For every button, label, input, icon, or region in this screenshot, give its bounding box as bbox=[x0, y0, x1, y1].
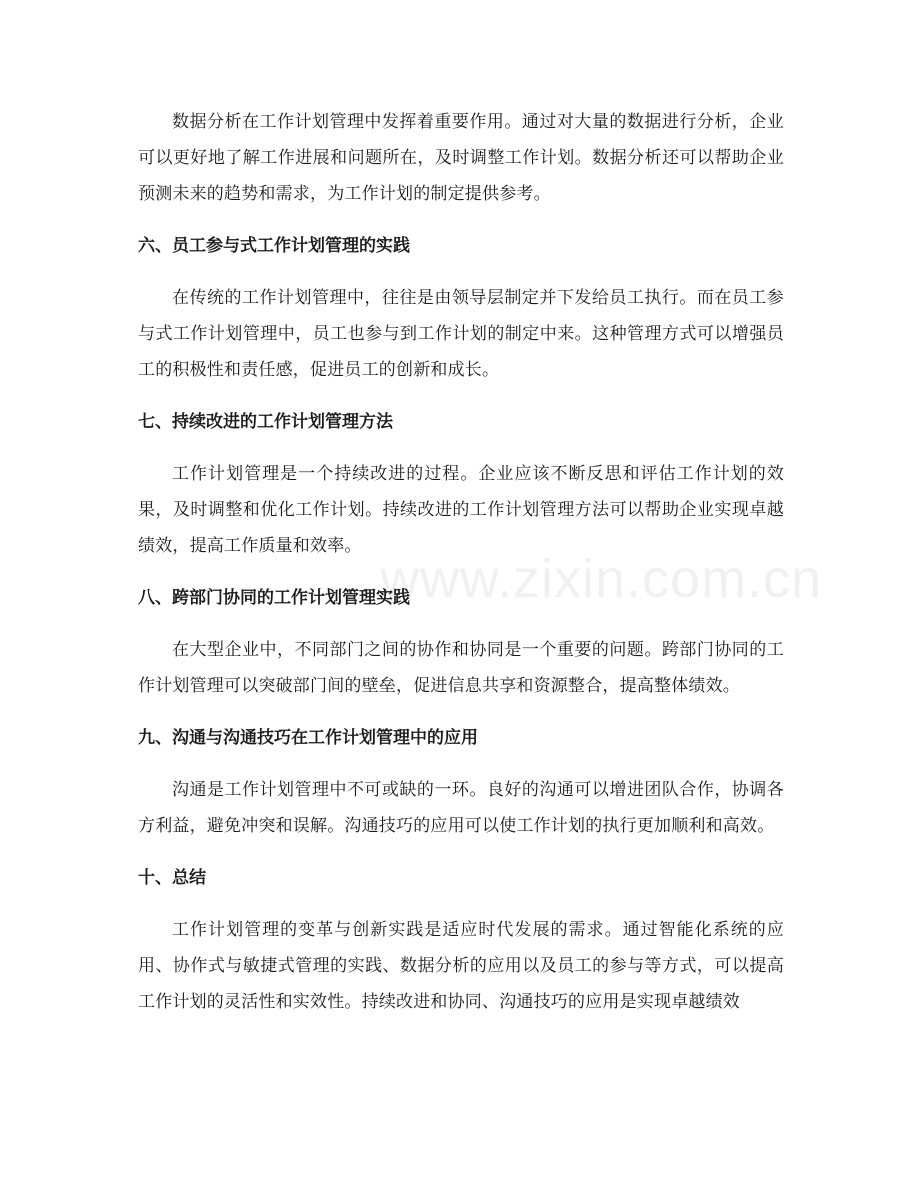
watermark: www.zixin.com.cn bbox=[380, 549, 823, 609]
paragraph-section-10: 工作计划管理的变革与创新实践是适应时代发展的需求。通过智能化系统的应用、协作式与敏捷式管理的实践、数据分析的应用以及员工的参与等方式，可以提高工作计划的灵活性和实效性。持续改进和协同、沟通技巧的应用是实现卓越绩效 bbox=[138, 920, 784, 1012]
heading-section-7: 七、持续改进的工作计划管理方法 bbox=[138, 412, 393, 432]
paragraph-section-7: 工作计划管理是一个持续改进的过程。企业应该不断反思和评估工作计划的效果，及时调整和优化工作计划。持续改进的工作计划管理方法可以帮助企业实现卓越绩效，提高工作质量和效率。 bbox=[138, 464, 784, 556]
heading-section-9: 九、沟通与沟通技巧在工作计划管理中的应用 bbox=[138, 728, 478, 748]
paragraph-section-6: 在传统的工作计划管理中，往往是由领导层制定并下发给员工执行。而在员工参与式工作计划管理中，员工也参与到工作计划的制定中来。这种管理方式可以增强员工的积极性和责任感，促进员工的创新和成长。 bbox=[138, 288, 784, 380]
heading-section-10: 十、总结 bbox=[138, 868, 206, 888]
heading-section-8: 八、跨部门协同的工作计划管理实践 bbox=[138, 588, 410, 608]
paragraph-section-9: 沟通是工作计划管理中不可或缺的一环。良好的沟通可以增进团队合作，协调各方利益，避免冲突和误解。沟通技巧的应用可以使工作计划的执行更加顺利和高效。 bbox=[138, 780, 784, 836]
paragraph-data-analysis: 数据分析在工作计划管理中发挥着重要作用。通过对大量的数据进行分析，企业可以更好地了解工作进展和问题所在，及时调整工作计划。数据分析还可以帮助企业预测未来的趋势和需求，为工作计划的制定提供参考。 bbox=[138, 112, 784, 204]
heading-section-6: 六、员工参与式工作计划管理的实践 bbox=[138, 236, 410, 256]
paragraph-section-8: 在大型企业中，不同部门之间的协作和协同是一个重要的问题。跨部门协同的工作计划管理可以突破部门间的壁垒，促进信息共享和资源整合，提高整体绩效。 bbox=[138, 640, 784, 696]
